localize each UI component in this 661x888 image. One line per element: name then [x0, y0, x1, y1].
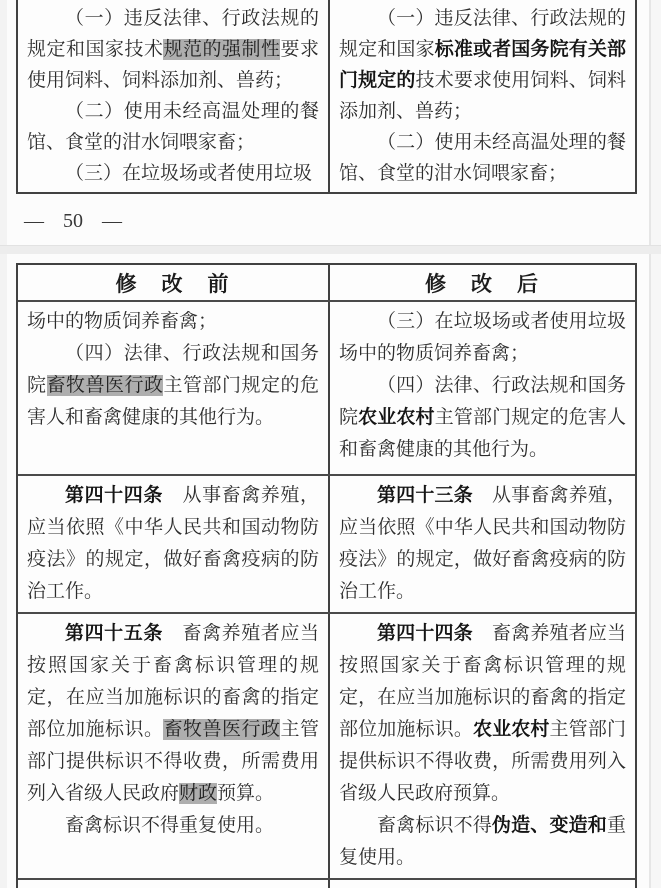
- cell-after: [330, 476, 635, 612]
- inserted-text-bold: 第四十四条: [377, 623, 473, 644]
- deleted-text-highlight: 畜牧兽医行政: [46, 375, 164, 396]
- cell-after: [330, 880, 635, 888]
- page-break-band: [0, 245, 661, 254]
- text-segment: 畜禽标识不得重复使用。: [65, 815, 275, 836]
- cell-before: [18, 302, 330, 474]
- paragraph: [339, 127, 626, 189]
- header-after: 修 改 后: [425, 272, 540, 296]
- paragraph: [339, 370, 626, 466]
- inserted-text-bold: 农业农村: [358, 407, 435, 428]
- table-row: [18, 614, 635, 880]
- paragraph: [339, 3, 626, 127]
- text-segment: 技术要求使用饲料、饲料添加剂、兽药；: [339, 70, 626, 122]
- inserted-text-bold: 农业农村: [472, 719, 550, 740]
- text-segment: 预算。: [217, 783, 275, 804]
- deleted-text-highlight: 畜牧兽医行政: [163, 719, 281, 740]
- paragraph: [27, 3, 319, 96]
- text-segment: 从事畜禽养殖，应当依照《中华人民共和国动物防疫法》的规定，做好畜禽疫病的防治工作。: [27, 485, 319, 602]
- paragraph: [339, 306, 626, 370]
- paragraph: [339, 480, 626, 608]
- paragraph: [27, 338, 319, 434]
- comparison-table-top-continuation: [16, 0, 637, 194]
- cell-before: [18, 880, 330, 888]
- inserted-text-bold: 第四十四条: [65, 485, 163, 506]
- text-segment: 主管部门提供标识不得收费，所需费用列入省级人民政府: [27, 719, 319, 804]
- text-segment: 主管部门规定的危害人和畜禽健康的其他行为。: [27, 375, 319, 428]
- text-segment: （一）违反法律、行政法规的规定和国家: [339, 8, 626, 60]
- text-segment: 重复使用。: [339, 815, 626, 868]
- deleted-text-highlight: 规范的强制性: [163, 39, 281, 60]
- text-segment: 畜禽标识不得: [377, 815, 492, 836]
- table-row: [18, 476, 635, 614]
- inserted-text-bold: 第四十五条: [65, 623, 163, 644]
- text-segment: 畜禽养殖者应当按照国家关于畜禽标识管理的规定，在应当加施标识的畜禽的指定部位加施标识。: [339, 623, 626, 740]
- text-segment: 要求使用饲料、饲料添加剂、兽药；: [27, 39, 319, 91]
- paragraph: [27, 306, 319, 338]
- comparison-table: [16, 263, 637, 888]
- paragraph: [27, 618, 319, 810]
- text-segment: （一）违反法律、行政法规的规定和国家技术: [27, 8, 319, 60]
- text-segment: 从事畜禽养殖，应当依照《中华人民共和国动物防疫法》的规定，做好畜禽疫病的防治工作。: [339, 485, 626, 602]
- cell-before: [18, 476, 330, 612]
- table-header-row: [18, 265, 635, 302]
- text-segment: 主管部门规定的危害人和畜禽健康的其他行为。: [339, 407, 626, 460]
- cell-before: [18, 614, 330, 878]
- paragraph: [27, 158, 319, 189]
- table-row: [18, 302, 635, 476]
- text-segment: 主管部门提供标识不得收费，所需费用列入省级人民政府预算。: [339, 719, 626, 804]
- cell-after: [330, 302, 635, 474]
- text-segment: （四）法律、行政法规和国务院: [27, 343, 319, 396]
- table-row: [18, 0, 635, 192]
- text-segment: （二）使用未经高温处理的餐馆、食堂的泔水饲喂家畜；: [27, 101, 319, 153]
- paragraph: [27, 96, 319, 158]
- table-row: [18, 880, 635, 888]
- header-before: 修 改 前: [18, 265, 330, 300]
- page-right-margin: [651, 0, 661, 888]
- cell-after-continuation: [330, 0, 635, 192]
- cell-before-continuation: [18, 0, 330, 192]
- inserted-text-bold: 标准或者国务院有关部门规定的: [339, 39, 626, 91]
- text-segment: （三）在垃圾场或者使用垃圾: [65, 163, 313, 184]
- text-segment: 场中的物质饲养畜禽；: [27, 311, 218, 332]
- paragraph: [339, 618, 626, 810]
- text-segment: 畜禽养殖者应当按照国家关于畜禽标识管理的规定，在应当加施标识的畜禽的指定部位加施标识。: [27, 623, 319, 740]
- inserted-text-bold: 伪造、变造和: [491, 815, 607, 836]
- cell-after: [330, 614, 635, 878]
- paragraph: [27, 480, 319, 608]
- text-segment: （二）使用未经高温处理的餐馆、食堂的泔水饲喂家畜；: [339, 132, 626, 184]
- page-number: — 50 —: [24, 210, 122, 232]
- text-segment: （四）法律、行政法规和国务院: [339, 375, 626, 428]
- text-segment: （三）在垃圾场或者使用垃圾场中的物质饲养畜禽；: [339, 311, 626, 364]
- paragraph: [339, 810, 626, 874]
- deleted-text-highlight: 财政: [179, 783, 218, 804]
- inserted-text-bold: 第四十三条: [377, 485, 473, 506]
- page-left-edge-shade: [0, 0, 7, 888]
- paragraph: [27, 810, 319, 842]
